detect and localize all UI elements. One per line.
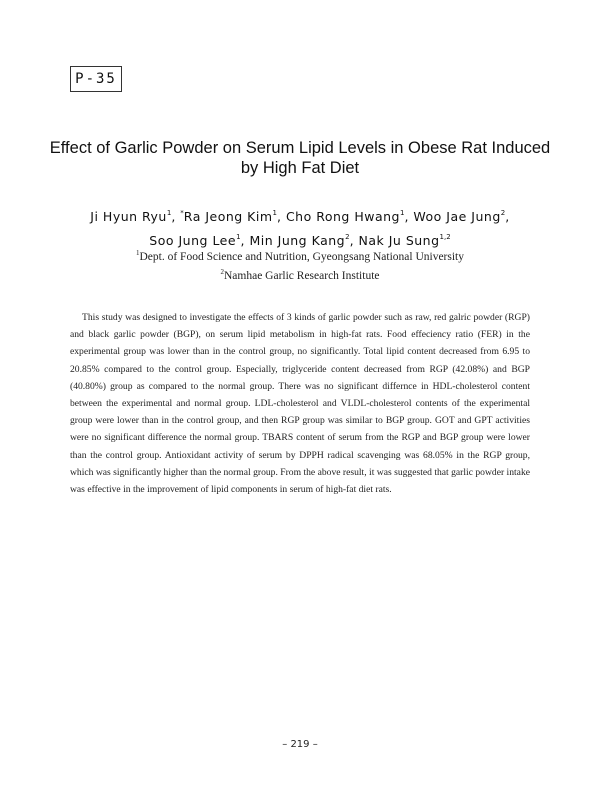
author: Woo Jae Jung$^2$, (413, 209, 510, 224)
author: Cho Rong Hwang$^1$, (285, 209, 414, 224)
author: Min Jung Kang$^2$, (249, 233, 359, 248)
affiliation: $^2$Namhae Garlic Research Institute (220, 268, 380, 282)
author: *Ra Jeong Kim$^1$, (180, 209, 286, 224)
poster-number-badge: P-35 (70, 66, 122, 92)
abstract (70, 309, 530, 498)
author-list (40, 203, 560, 251)
abstract-text: This study was designed to investigate the effects of 3 kinds of garlic powder such as raw, red galric powder (RGP) and black garlic powder (BGP), on serum lipid metabolism in high-fat rats. Food effeciency ratio (FER) in the experimental group was lower than in the control group, no significantly. Total lipid content decreased from 6.95 to 20.85% compared to the control group. Especially, triglyceride content decreased from RGP (42.08%) and BGP (40.80%) group as compared to the normal group. There was no significant differnce in HDL-cholesterol content between the experimental and normal group. LDL-cholesterol and VLDL-cholesterol contents of the experimental group were lower than in the control group, and then RGP group was similar to BGP group. GOT and GPT activities were no significant difference the normal group. TBARS content of serum from the RGP and BGP group were lower than the control group. Antioxidant activity of serum by DPPH radical scavenging was 68.05% in the RGP group, which was significantly higher than the normal group. From the above result, it was suggested that garlic powder intake was effective in the improvement of lipid components in serum of high-fat diet rats. (70, 312, 530, 496)
author: Nak Ju Sung$^{1,2}$ (358, 233, 451, 248)
author: Soo Jung Lee$^1$, (149, 233, 250, 248)
paper-title: Effect of Garlic Powder on Serum Lipid Levels in Obese Rat Induced by High Fat Diet (49, 139, 551, 177)
affiliation-list (40, 246, 560, 284)
affiliation: $^1$Dept. of Food Science and Nutrition, Gyeongsang National University (136, 249, 464, 263)
author: Ji Hyun Ryu$^1$, (90, 209, 181, 224)
page-number: – 219 – (282, 739, 318, 750)
